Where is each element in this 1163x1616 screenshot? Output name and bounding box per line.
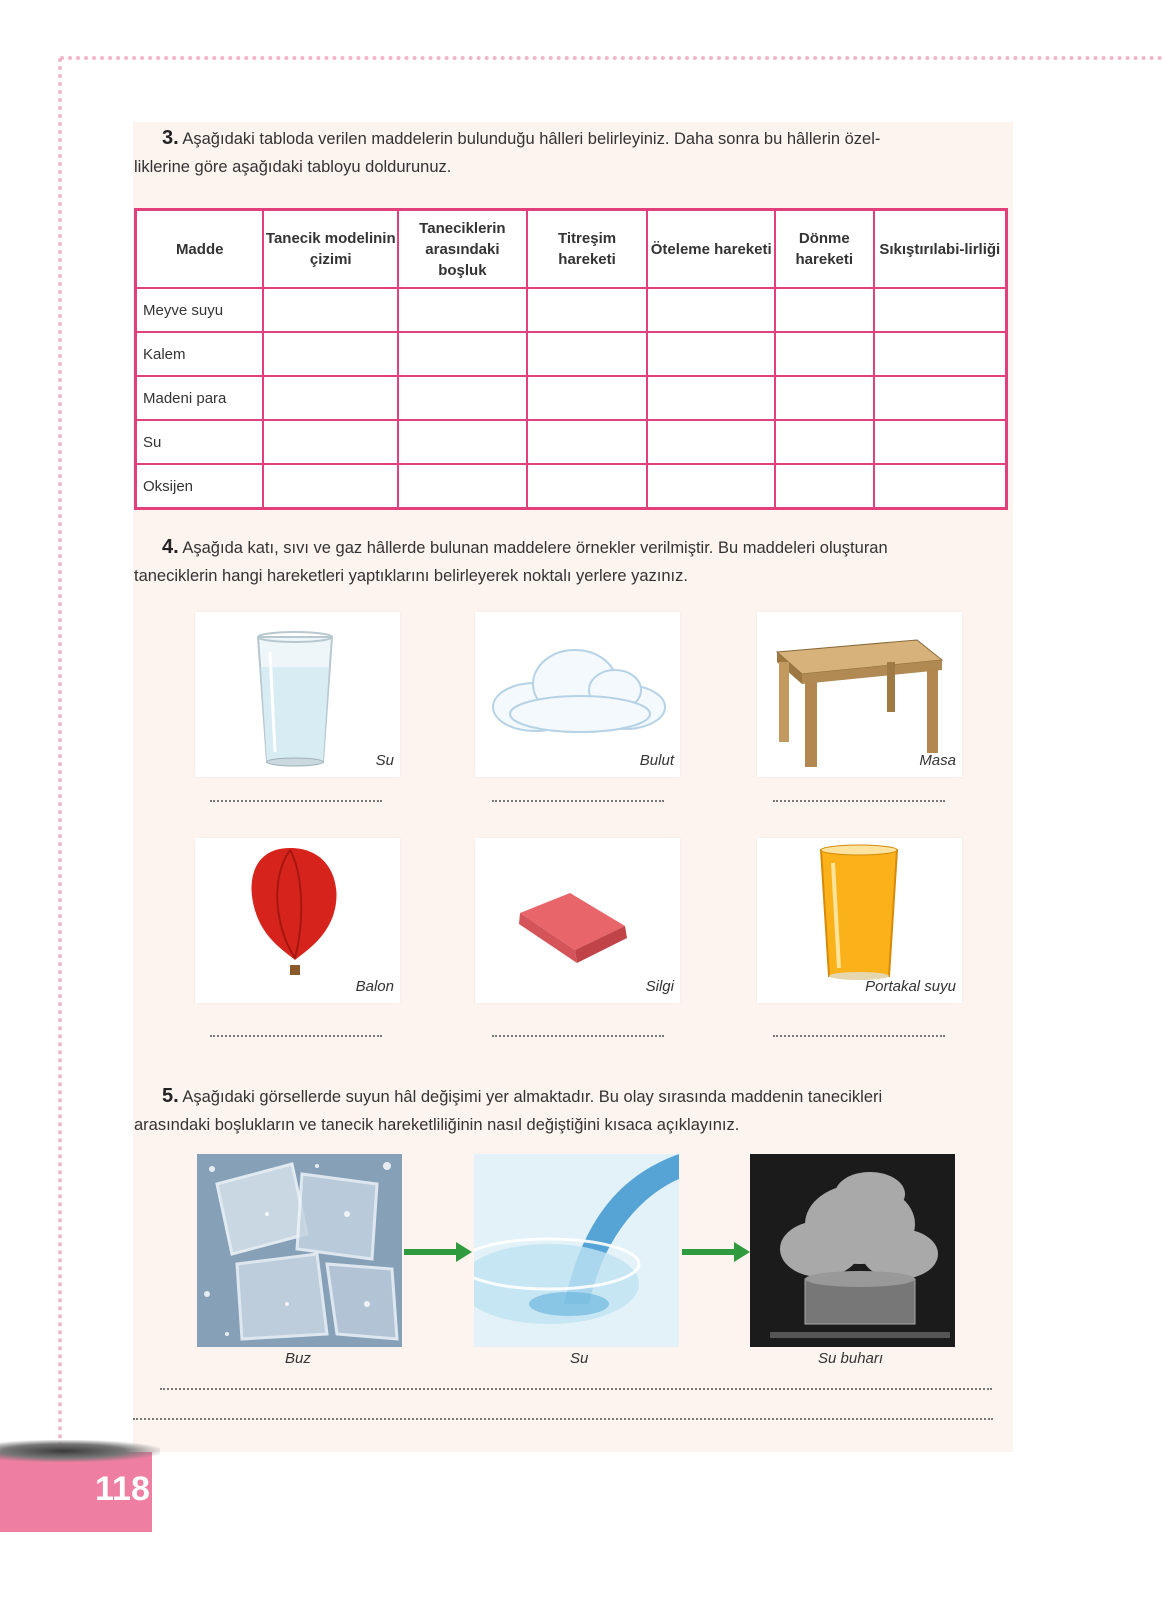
answer-cell[interactable]	[874, 288, 1007, 332]
answer-cell[interactable]	[263, 332, 398, 376]
answer-cell[interactable]	[775, 464, 874, 509]
header-madde: Madde	[136, 210, 264, 289]
card-water-glass	[195, 612, 400, 777]
answer-cell[interactable]	[263, 420, 398, 464]
answer-cell[interactable]	[398, 332, 527, 376]
answer-cell[interactable]	[874, 420, 1007, 464]
answer-cell[interactable]	[775, 332, 874, 376]
answer-cell[interactable]	[775, 376, 874, 420]
table-row	[136, 376, 1007, 420]
card-table	[757, 612, 962, 777]
question-4-text-2: taneciklerin hangi hareketleri yaptıklarını belirleyerek noktalı yerlere yazınız.	[134, 567, 688, 585]
question-5-text-1: Aşağıdaki görsellerde suyun hâl değişimi yer almaktadır. Bu olay sırasında maddenin tanecikleri	[182, 1088, 883, 1106]
water-pour-icon	[474, 1154, 679, 1347]
answer-cell[interactable]	[874, 464, 1007, 509]
tab-shadow	[0, 1440, 160, 1462]
answer-line[interactable]	[492, 800, 664, 802]
water-glass-icon	[195, 612, 400, 777]
answer-cell[interactable]	[398, 464, 527, 509]
card-balloon	[195, 838, 400, 1003]
label-buz: Buz	[285, 1350, 311, 1367]
answer-cell[interactable]	[398, 376, 527, 420]
question-3	[134, 124, 1014, 181]
answer-cell[interactable]	[647, 376, 775, 420]
header-space: Taneciklerin arasındaki boşluk	[398, 210, 527, 289]
arrow-right-icon	[402, 1240, 474, 1264]
properties-table	[134, 208, 1008, 510]
question-5	[134, 1082, 1014, 1139]
row-label: Su	[136, 420, 264, 464]
photo-water	[474, 1154, 679, 1347]
label-su: Su	[375, 752, 394, 769]
answer-cell[interactable]	[527, 332, 648, 376]
answer-cell[interactable]	[263, 288, 398, 332]
answer-cell[interactable]	[263, 464, 398, 509]
row-label: Meyve suyu	[136, 288, 264, 332]
header-translation: Öteleme hareketi	[647, 210, 775, 289]
header-rotation: Dönme hareketi	[775, 210, 874, 289]
photo-steam	[750, 1154, 955, 1347]
row-label: Oksijen	[136, 464, 264, 509]
label-masa: Masa	[919, 752, 956, 769]
label-portakal-suyu: Portakal suyu	[865, 978, 956, 995]
answer-cell[interactable]	[647, 464, 775, 509]
label-su-liquid: Su	[570, 1350, 589, 1367]
dotted-border-top	[60, 56, 1163, 60]
row-label: Madeni para	[136, 376, 264, 420]
answer-cell[interactable]	[775, 420, 874, 464]
answer-line[interactable]	[492, 1035, 664, 1037]
answer-cell[interactable]	[874, 332, 1007, 376]
answer-cell[interactable]	[527, 376, 648, 420]
label-balon: Balon	[355, 978, 394, 995]
ice-cubes-icon	[197, 1154, 402, 1347]
question-5-number: 5.	[162, 1085, 179, 1107]
answer-cell[interactable]	[527, 420, 648, 464]
answer-cell[interactable]	[647, 332, 775, 376]
question-4-number: 4.	[162, 536, 179, 558]
card-cloud	[475, 612, 680, 777]
answer-cell[interactable]	[527, 288, 648, 332]
page-number: 118	[95, 1470, 150, 1508]
question-3-text-1: Aşağıdaki tabloda verilen maddelerin bulunduğu hâlleri belirleyiniz. Daha sonra bu hâllerin özel-	[182, 130, 881, 148]
label-bulut: Bulut	[639, 752, 674, 769]
photo-ice	[197, 1154, 402, 1347]
header-vibration: Titreşim hareketi	[527, 210, 648, 289]
answer-line[interactable]	[210, 800, 382, 802]
label-silgi: Silgi	[645, 978, 674, 995]
label-su-buhari: Su buharı	[818, 1350, 884, 1367]
answer-line[interactable]	[210, 1035, 382, 1037]
question-4-text-1: Aşağıda katı, sıvı ve gaz hâllerde bulunan maddelere örnekler verilmiştir. Bu maddeleri oluşturan	[182, 539, 888, 557]
steam-pot-icon	[750, 1154, 955, 1347]
answer-line[interactable]	[773, 800, 945, 802]
card-eraser	[475, 838, 680, 1003]
answer-line[interactable]	[133, 1418, 993, 1420]
table-row	[136, 420, 1007, 464]
dotted-border-left	[58, 58, 62, 1448]
table-row	[136, 464, 1007, 509]
answer-line[interactable]	[773, 1035, 945, 1037]
table-row	[136, 332, 1007, 376]
card-orange-juice	[757, 838, 962, 1003]
row-label: Kalem	[136, 332, 264, 376]
table-row	[136, 288, 1007, 332]
answer-cell[interactable]	[874, 376, 1007, 420]
answer-cell[interactable]	[263, 376, 398, 420]
answer-cell[interactable]	[398, 288, 527, 332]
question-3-text-2: liklerine göre aşağıdaki tabloyu doldurunuz.	[134, 158, 452, 176]
question-5-text-2: arasındaki boşlukların ve tanecik hareketliliğinin nasıl değiştiğini kısaca açıklayınız.	[134, 1116, 740, 1134]
question-4	[134, 533, 1014, 590]
arrow-right-icon	[680, 1240, 752, 1264]
answer-cell[interactable]	[398, 420, 527, 464]
answer-cell[interactable]	[647, 420, 775, 464]
header-compressibility: Sıkıştırılabi-lirliği	[874, 210, 1007, 289]
header-model: Tanecik modelinin çizimi	[263, 210, 398, 289]
answer-cell[interactable]	[647, 288, 775, 332]
answer-line[interactable]	[160, 1388, 992, 1390]
answer-cell[interactable]	[775, 288, 874, 332]
answer-cell[interactable]	[527, 464, 648, 509]
question-3-number: 3.	[162, 127, 179, 149]
